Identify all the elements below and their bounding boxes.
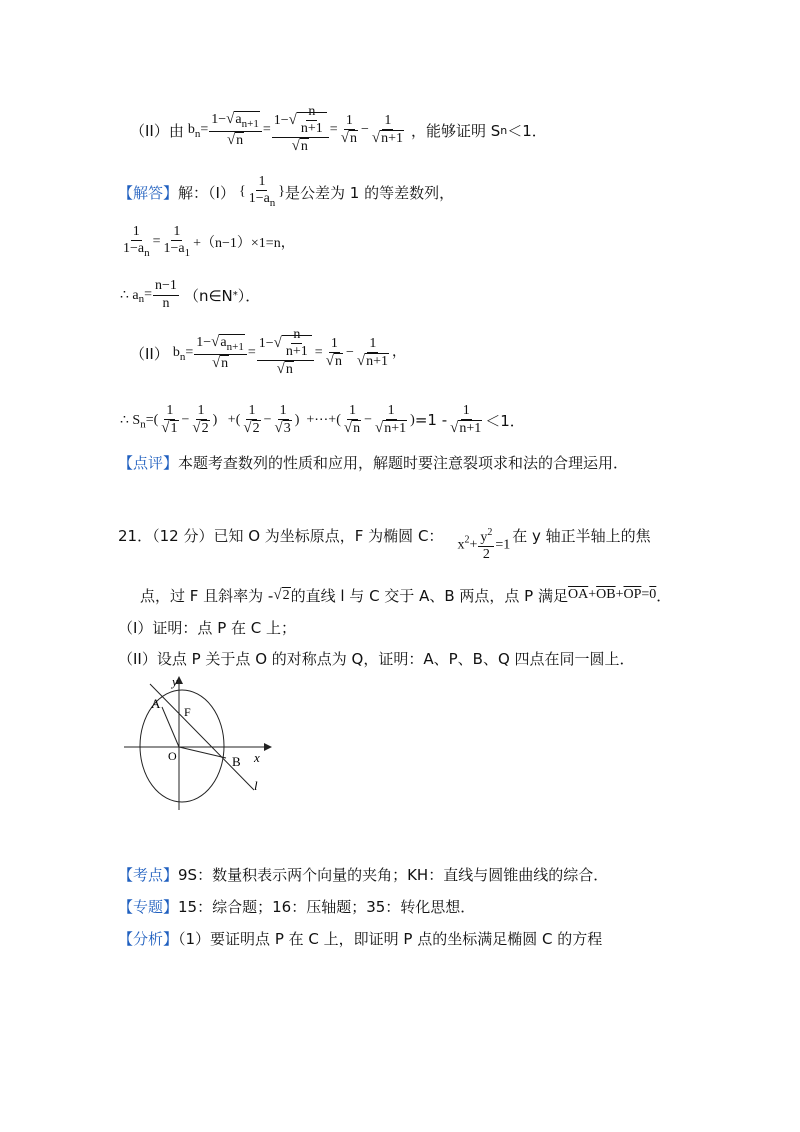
line-l-label: l [254, 778, 258, 793]
fenxi-tag: 【分析】 [118, 930, 179, 948]
problem21-after-eq: 在 y 轴正半轴上的焦 [512, 526, 651, 545]
comment-text: 本题考查数列的性质和应用，解题时要注意裂项求和法的合理运用． [178, 454, 629, 472]
ellipse-equation: $x^2+$ $\frac{y^2}{2}$ =1 [457, 526, 511, 562]
segment-ob [179, 747, 226, 758]
question-2: （II）设点 P 关于点 O 的对称点为 Q，证明：A、P、B、Q 四点在同一圆上． [118, 650, 635, 668]
seq-formula: { $\frac{1}{1-a_n}$ } [238, 174, 286, 210]
part2-bn-line: （II） $b_n=$ $\frac{1-√a_{n+1}}{√n}$ = 1−√ $\frac{n}{n+1}$ √n = $\frac{1}{√n}$ − $\frac{1}{√n+1}$ ， [130, 327, 406, 378]
equation-1-tail: +（n−1）×1=n， [193, 236, 295, 251]
therefore-an-line: ∴ a $_n$= $\frac{n-1}{n}$ （n∈N * ）． [120, 278, 261, 311]
fenxi-text: （1）要证明点 P 在 C 上，即证明 P 点的坐标满足椭圆 C 的方程 [178, 930, 603, 948]
problem21-line2b: 的直线 l 与 C 交于 A、B 两点，点 P 满足 [290, 586, 568, 605]
solution-intro: 解：（I） [178, 183, 235, 202]
problem21-line2: 点，过 F 且斜率为 - √2 的直线 l 与 C 交于 A、B 两点，点 P 满足 $\overline{OA}+\overline{OB}+\overline{OP}=0$ ． [140, 586, 672, 605]
sum-end: =1 - [414, 411, 448, 429]
kaodian-line [118, 864, 608, 885]
point-b-label: B [232, 754, 241, 769]
kaodian-text: 9S：数量积表示两个向量的夹角；KH：直线与圆锥曲线的综合． [178, 866, 609, 884]
condition-sup: * [232, 289, 238, 301]
part2-hint-tail: ，能够证明 S [410, 121, 501, 140]
therefore-sn: ∴ S [120, 412, 141, 428]
therefore-an: ∴ a [120, 287, 139, 303]
problem21-number: 21．（12 分）已知 O 为坐标原点，F 为椭圆 C： [118, 526, 444, 545]
x-axis-arrow [264, 743, 272, 751]
part2-hint-line [130, 105, 547, 155]
solution-line [118, 172, 454, 212]
part2-hint-tail-sub: n [500, 123, 508, 137]
problem21-line2c: ． [656, 586, 672, 605]
point-f-label: F [184, 705, 191, 719]
fenxi-line [118, 928, 602, 949]
sum-lt: ＜1． [485, 411, 525, 430]
ellipse-figure [118, 672, 278, 812]
problem21-line1 [118, 512, 651, 562]
condition: （n∈N [183, 286, 233, 305]
point-o-label: O [168, 749, 177, 763]
y-label: y [172, 674, 178, 689]
sum-line: ∴ S $_n$=( $\frac{1}{√1}$ − $\frac{1}{√2}$ ) +( $\frac{1}{√2}$ − $\frac{1}{√3}$ ) +⋯+( $\frac{1}{√n}$ − $\frac{1}{√n+1}$ ) =1 - $\frac{1}{√n+1}$ ＜1． [120, 402, 525, 436]
part2-hint-label: （II）由 [130, 121, 184, 140]
kaodian-tag: 【考点】 [118, 866, 179, 884]
zhuanti-line [118, 896, 475, 917]
comment-tag: 【点评】 [118, 454, 179, 472]
zhuanti-text: 15：综合题；16：压轴题；35：转化思想． [178, 898, 476, 916]
point-a-label: A [151, 696, 161, 711]
zhuanti-tag: 【专题】 [118, 898, 179, 916]
solution-tag: 【解答】 [118, 183, 179, 202]
part2-hint-tail-end: ＜1． [507, 121, 547, 140]
segment-ao [162, 707, 179, 747]
part2-label: （II） [130, 344, 169, 363]
equation-1: $\frac{1}{1-a_n}$ = $\frac{1}{1-a_1}$ +（n−1）×1=n， [123, 224, 295, 260]
x-label: x [254, 750, 260, 765]
line-l [150, 684, 254, 790]
question-1: （I）证明：点 P 在 C 上； [118, 619, 297, 637]
comment-line [118, 452, 628, 473]
b-n-formula: $b_n=$ $\frac{1-√a_{n+1}}{√n}$ = 1−√ $\frac{n}{n+1}$ √n = $\frac{1}{√n}$ − $\frac{1}{√n+1}$ [187, 104, 403, 155]
problem21-line2a: 点，过 F 且斜率为 - [140, 586, 274, 605]
vector-equation: $\overline{OA}+\overline{OB}+\overline{OP}=0$ [567, 587, 657, 602]
condition-end: ）． [237, 286, 261, 305]
seq-desc: 是公差为 1 的等差数列， [285, 183, 455, 202]
